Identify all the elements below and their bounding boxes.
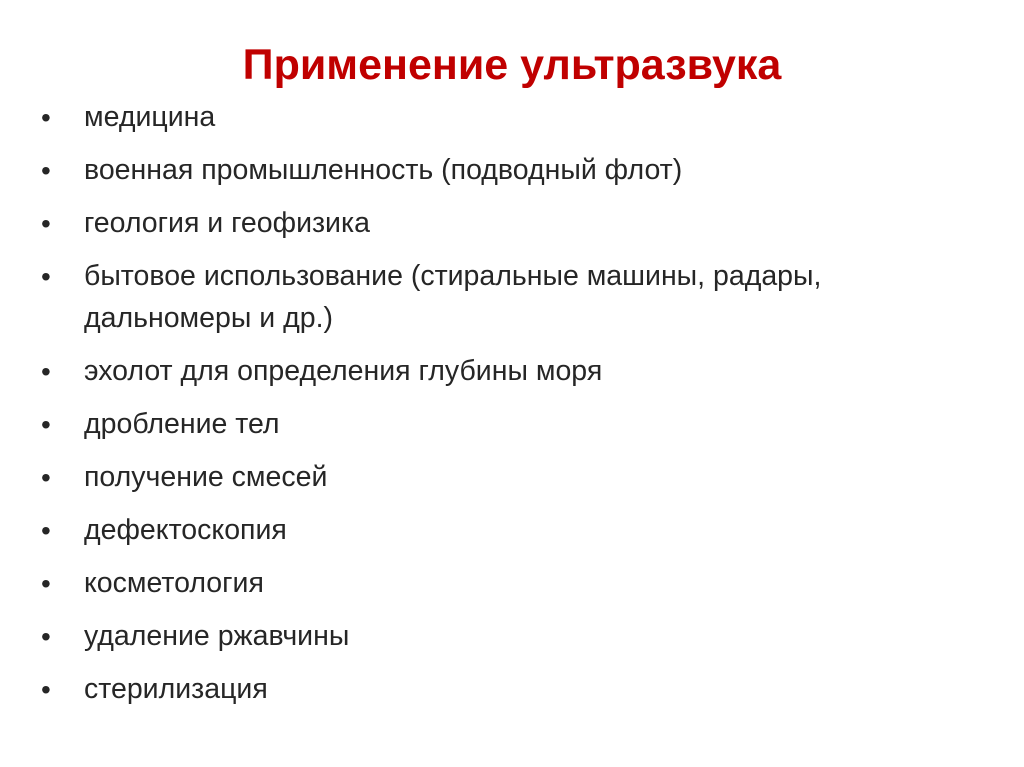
- bullet-item-crushing: [38, 404, 918, 446]
- bullet-list: [38, 97, 918, 722]
- bullet-dot-icon: •: [41, 355, 51, 387]
- bullet-dot-icon: •: [41, 208, 51, 239]
- bullet-text: стерилизация: [84, 672, 268, 705]
- bullet-text: бытовое использование (стиральные машины, радары, дальномеры и др.): [84, 260, 822, 334]
- bullet-text: военная промышленность (подводный флот): [84, 154, 683, 186]
- bullet-dot-icon: •: [41, 514, 51, 546]
- bullet-item-medicine: [38, 97, 918, 139]
- bullet-item-flaw-detection: [38, 510, 918, 552]
- bullet-text: косметология: [84, 566, 264, 599]
- bullet-item-echo-sounder: [38, 351, 918, 393]
- bullet-dot-icon: •: [41, 102, 51, 133]
- bullet-text: дробление тел: [84, 407, 280, 440]
- slide-title: Применение ультразвука: [242, 41, 782, 89]
- bullet-item-household: [38, 256, 918, 339]
- bullet-item-cosmetology: [38, 563, 918, 605]
- bullet-text: эхолот для определения глубины моря: [84, 354, 603, 387]
- bullet-item-geology: [38, 203, 918, 245]
- bullet-item-rust-removal: [38, 616, 918, 658]
- bullet-text: удаление ржавчины: [84, 619, 350, 652]
- bullet-text: геология и геофизика: [84, 207, 370, 239]
- bullet-item-military: [38, 150, 918, 192]
- bullet-dot-icon: •: [41, 155, 51, 186]
- bullet-dot-icon: •: [41, 461, 51, 493]
- bullet-dot-icon: •: [41, 620, 51, 652]
- bullet-item-sterilization: [38, 669, 918, 711]
- bullet-dot-icon: •: [41, 567, 51, 599]
- bullet-text: получение смесей: [84, 460, 328, 493]
- bullet-dot-icon: •: [41, 261, 51, 292]
- bullet-dot-icon: •: [41, 673, 51, 705]
- bullet-dot-icon: •: [41, 408, 51, 440]
- bullet-text: медицина: [84, 101, 216, 133]
- bullet-text: дефектоскопия: [84, 513, 287, 546]
- bullet-item-mixtures: [38, 457, 918, 499]
